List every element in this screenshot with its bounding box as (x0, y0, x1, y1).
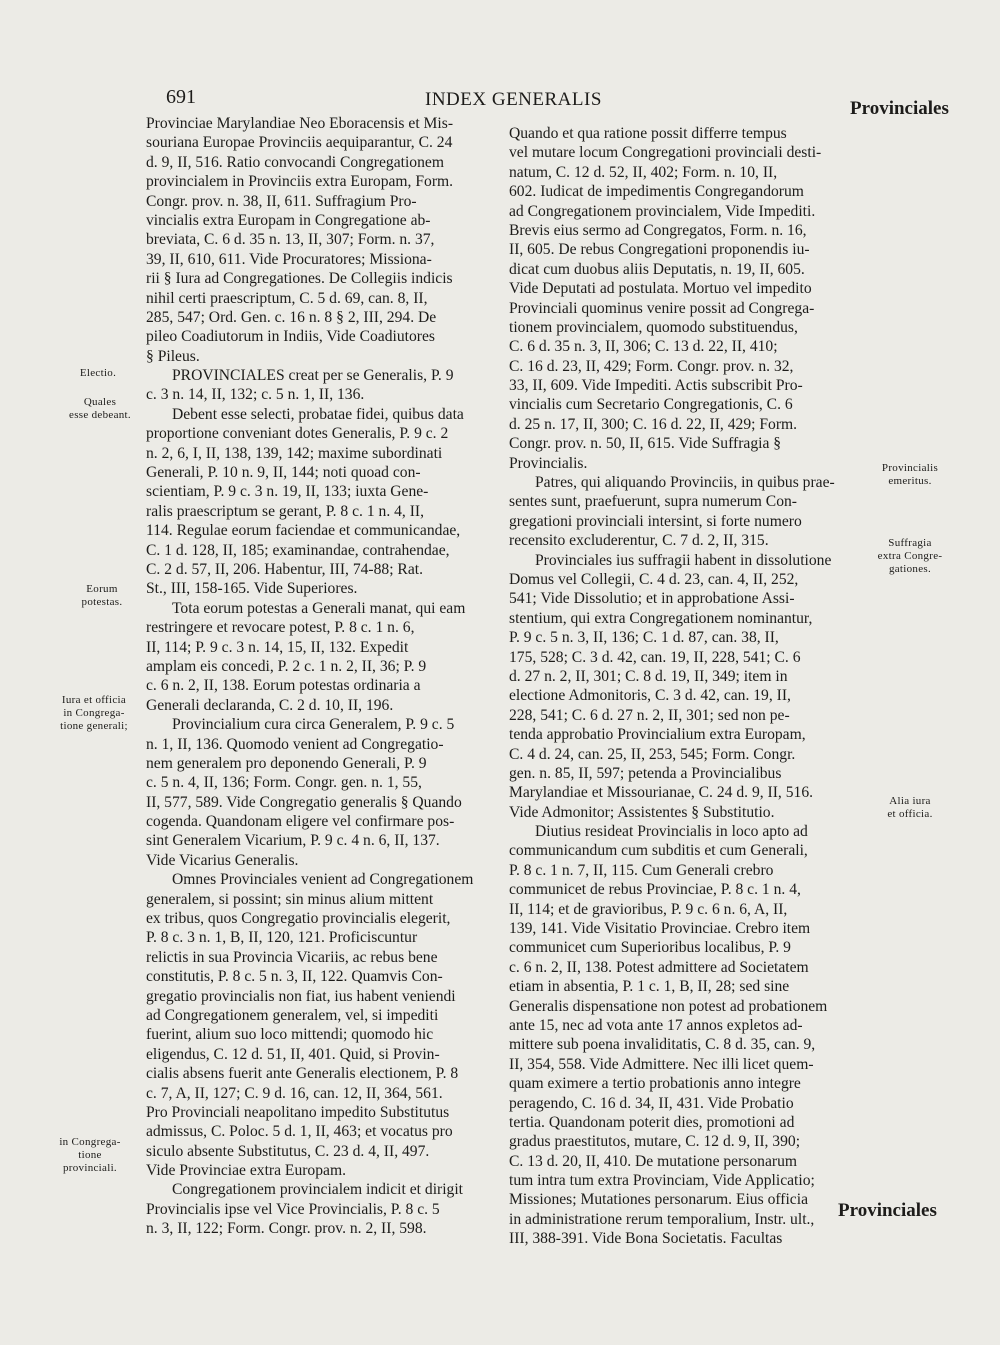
text-line: c. 3 n. 14, II, 132; c. 5 n. 1, II, 136. (146, 386, 365, 404)
text-line: 228, 541; C. 6 d. 27 n. 2, II, 301; sed non pe- (509, 706, 790, 724)
text-line: II, 577, 589. Vide Congregatio generalis § Quando (146, 793, 462, 811)
margin-note-line: tione (78, 1149, 102, 1161)
text-line: rii § Iura ad Congregationes. De Collegiis indicis (146, 270, 453, 288)
text-line: electione Admonitoris, C. 3 d. 42, can. 19, II, (509, 687, 791, 705)
text-line: C. 2 d. 57, II, 206. Habentur, III, 74-88; Rat. (146, 560, 423, 578)
text-line: Vide Provinciae extra Europam. (146, 1162, 346, 1180)
margin-note-line: Iura et officia (61, 694, 127, 706)
text-line: fuerint, alium suo loco mittendi; quomodo hic (146, 1026, 434, 1044)
text-line: Domus vel Collegii, C. 4 d. 23, can. 4, II, 252, (509, 570, 799, 588)
text-line: c. 7, A, II, 127; C. 9 d. 16, can. 12, II, 364, 561. (146, 1084, 443, 1102)
text-line: Congr. prov. n. 50, II, 615. Vide Suffragia § (509, 435, 782, 453)
text-line: vincialis cum Secretario Congregationis, C. 6 (509, 396, 793, 414)
text-line: recensito excluderentur, C. 7 d. 2, II, 315. (509, 532, 769, 550)
text-line: 285, 547; Ord. Gen. c. 16 n. 8 § 2, III, 294. De (146, 308, 437, 326)
text-line: nem generalem pro deponendo Generali, P. 9 (146, 754, 427, 772)
text-line: gradus praestitutos, mutare, C. 12 d. 9, II, 390; (509, 1133, 801, 1151)
text-line: 175, 528; C. 3 d. 42, can. 19, II, 228, 541; C. 6 (509, 648, 801, 666)
text-line: Vide Vicarius Generalis. (146, 851, 299, 869)
text-line: ralis praescriptum se gerant, P. 8 c. 1 n. 4, II, (146, 502, 425, 520)
text-line: Provincialis ipse vel Vice Provincialis, P. 8 c. 5 (146, 1200, 440, 1218)
text-line: C. 13 d. 20, II, 410. De mutatione personarum (509, 1152, 797, 1170)
margin-note-line: gationes. (888, 563, 932, 575)
text-line: ex tribus, quos Congregatio provincialis elegerit, (146, 910, 451, 928)
text-line: II, 605. De rebus Congregationi proponendis iu- (509, 241, 810, 259)
text-line: 39, II, 610, 611. Vide Procuratores; Missiona- (146, 250, 432, 268)
margin-note-line: Eorum (86, 583, 118, 595)
text-line: mittere sub poena invaliditatis, C. 8 d. 35, can. 9, (509, 1036, 816, 1054)
text-line: cogenda. Quandonam eligere vel confirmare pos- (146, 813, 455, 831)
text-line: Pro Provinciali neapolitano impedito Substitutus (146, 1103, 450, 1121)
page-number: 691 (166, 86, 196, 108)
text-line: generalem, si possint; sin minus alium mittent (146, 890, 434, 908)
margin-note-line: Provincialis (881, 462, 939, 474)
margin-note-line: provinciali. (62, 1162, 117, 1174)
margin-note-line: Suffragia (888, 537, 932, 549)
text-line: d. 25 n. 17, II, 300; C. 16 d. 22, II, 429; Form. (509, 415, 798, 433)
text-line: C. 16 d. 23, II, 429; Form. Congr. prov. n. 32, (509, 357, 794, 375)
margin-note-emeritus (860, 462, 960, 488)
text-line: souriana Europae Provinciis aequiparantur, C. 24 (146, 134, 453, 152)
margin-note-line: in Congrega- (63, 707, 125, 719)
text-line: nihil certi praescriptum, C. 5 d. 69, can. 8, II, (146, 289, 428, 307)
margin-note-suffragia (860, 537, 960, 576)
text-line: Quando et qua ratione possit differre tempus (509, 125, 787, 142)
text-line: Tota eorum potestas a Generali manat, qui eam (172, 599, 466, 617)
text-line: restringere et revocare potest, P. 8 c. 1 n. 6, (146, 619, 415, 637)
margin-note-line: esse debeant. (69, 409, 131, 421)
text-line: Vide Admonitor; Assistentes § Substitutio. (509, 803, 775, 821)
text-line: vincialis extra Europam in Congregatione ab- (146, 211, 431, 229)
margin-note-alia (860, 795, 960, 821)
margin-note-line: et officia. (887, 808, 933, 820)
margin-note-iura (44, 694, 144, 733)
text-line: Generali declaranda, C. 2 d. 10, II, 196. (146, 696, 394, 714)
text-line: d. 9, II, 516. Ratio convocandi Congregationem (146, 153, 444, 171)
text-line: c. 5 n. 4, II, 136; Form. Congr. gen. n. 1, 55, (146, 774, 422, 792)
text-line: tum intra tum extra Provinciam, Vide Applicatio; (509, 1172, 815, 1190)
text-line: quam eximere a tertio probationis anno integre (509, 1075, 801, 1093)
text-line: natum, C. 12 d. 52, II, 402; Form. n. 10, II, (509, 163, 778, 181)
margin-note-in-congregatione (40, 1136, 140, 1175)
text-line: breviata, C. 6 d. 35 n. 13, II, 307; Form. n. 37, (146, 231, 435, 249)
text-line: Debent esse selecti, probatae fidei, quibus data (172, 405, 464, 423)
text-line: Provincialis. (509, 454, 588, 472)
text-line: P. 9 c. 5 n. 3, II, 136; C. 1 d. 87, can. 38, II, (509, 629, 779, 647)
text-line: 139, 141. Vide Visitatio Provinciae. Crebro item (509, 920, 811, 938)
text-line: 602. Iudicat de impedimentis Congregandorum (509, 183, 804, 201)
text-line: § Pileus. (146, 347, 200, 365)
text-line: Diutius resideat Provincialis in loco apto ad (535, 823, 808, 841)
text-line: constitutis, P. 8 c. 5 n. 3, II, 122. Quamvis Con- (146, 968, 443, 986)
text-line: P. 8 c. 1 n. 7, II, 115. Cum Generali crebro (509, 861, 774, 879)
text-line: Generali, P. 10 n. 9, II, 144; noti quoad con- (146, 464, 421, 482)
text-line: proportione conveniant dotes Generalis, P. 9 c. 2 (146, 425, 449, 443)
text-line: dicat cum duobus aliis Deputatis, n. 19, II, 605. (509, 260, 805, 278)
text-line: Brevis eius sermo ad Congregatos, Form. n. 16, (509, 221, 807, 239)
text-line: Provinciae Marylandiae Neo Eboracensis et Mis- (146, 115, 454, 132)
text-line: n. 1, II, 136. Quomodo venient ad Congregatio- (146, 735, 444, 753)
text-line: n. 3, II, 122; Form. Congr. prov. n. 2, II, 598. (146, 1220, 427, 1238)
text-line: C. 1 d. 128, II, 185; examinandae, contrahendae, (146, 541, 450, 559)
text-line: vel mutare locum Congregationi provinciali desti- (509, 144, 822, 162)
text-line: Missiones; Mutationes personarum. Eius officia (509, 1191, 808, 1209)
text-line: admissus, C. Poloc. 5 d. 1, II, 463; et vocatus pro (146, 1123, 453, 1141)
text-line: tionem provincialem, quomodo substituendus, (509, 318, 798, 336)
text-line: ante 15, nec ad vota ante 17 annos expletos ad- (509, 1016, 803, 1034)
text-line: Vide Deputati ad postulata. Mortuo vel impedito (509, 280, 812, 298)
text-line: tertia. Quandonam poterit dies, promotioni ad (509, 1113, 795, 1131)
text-line: 114. Regulae eorum faciendae et communicandae, (146, 522, 461, 540)
text-line: siculo absente Substitutus, C. 23 d. 4, II, 497. (146, 1142, 430, 1160)
text-line: in administratione rerum temporalium, Instr. ult., (509, 1210, 815, 1228)
text-line: II, 114; P. 9 c. 3 n. 14, 15, II, 132. Expedit (146, 638, 409, 656)
text-line: 541; Vide Dissolutio; et in approbatione Assi- (509, 590, 795, 608)
text-line: Provinciales ius suffragii habent in dissolutione (535, 551, 832, 569)
text-line: tenda approbatio Provincialium extra Europam, (509, 726, 806, 744)
text-line: PROVINCIALES creat per se Generalis, P. 9 (172, 367, 454, 385)
text-line: peragendo, C. 16 d. 34, II, 431. Vide Probatio (509, 1094, 794, 1112)
text-line: d. 27 n. 2, II, 301; C. 8 d. 19, II, 349; item in (509, 667, 788, 685)
text-line: c. 6 n. 2, II, 138. Potest admittere ad Societatem (509, 958, 809, 976)
text-line: gregatio provincialis non fiat, ius habent veniendi (146, 987, 456, 1005)
text-line: C. 4 d. 24, can. 25, II, 253, 545; Form. Congr. (509, 745, 796, 763)
text-line: Congregationem provincialem indicit et dirigit (172, 1181, 464, 1199)
margin-note-line: potestas. (81, 596, 123, 608)
text-line: III, 388-391. Vide Bona Societatis. Facultas (509, 1230, 783, 1248)
text-line: Patres, qui aliquando Provinciis, in quibus prae- (535, 474, 835, 492)
margin-note-electio (68, 367, 128, 380)
text-line: 33, II, 609. Vide Impediti. Actis subscribit Pro- (509, 377, 803, 395)
text-line: etiam in absentia, P. 1 c. 1, B, II, 28; sed sine (509, 978, 790, 996)
margin-note-quales (62, 396, 138, 422)
guide-word-top: Provinciales (850, 98, 949, 119)
text-line: Congr. prov. n. 38, II, 611. Suffragium Pro- (146, 192, 417, 210)
text-line: sint Generalem Vicarium, P. 9 c. 4 n. 6, II, 137. (146, 832, 440, 850)
text-line: Marylandiae et Missourianae, C. 24 d. 9, II, 516. (509, 784, 814, 802)
text-line: II, 114; et de gravioribus, P. 9 c. 6 n. 6, A, II, (509, 900, 788, 918)
text-line: c. 6 n. 2, II, 138. Eorum potestas ordinaria a (146, 677, 421, 695)
text-line: pileo Coadiutorum in Indiis, Vide Coadiutores (146, 328, 435, 346)
text-line: Generalis dispensatione non potest ad probationem (509, 997, 828, 1015)
text-line: St., III, 158-165. Vide Superiores. (146, 580, 358, 598)
text-line: communicet cum Superioribus localibus, P. 9 (509, 939, 791, 957)
text-line: communicet de rebus Provinciae, P. 8 c. 1 n. 4, (509, 881, 801, 899)
margin-note-line: Electio. (79, 367, 117, 379)
margin-note-line: Quales (83, 396, 117, 408)
text-line: sentes sunt, praefuerunt, supra numerum Con- (509, 493, 797, 511)
text-line: Omnes Provinciales venient ad Congregationem (172, 871, 474, 889)
text-line: provincialem in Provinciis extra Europam, Form. (146, 173, 454, 191)
margin-note-line: emeritus. (888, 475, 932, 487)
text-line: II, 354, 558. Vide Admittere. Nec illi licet quem- (509, 1055, 814, 1073)
text-line: C. 6 d. 35 n. 3, II, 306; C. 13 d. 22, II, 410; (509, 338, 778, 356)
running-head: INDEX GENERALIS (425, 89, 602, 110)
text-line: communicandum cum subditis et cum Generali, (509, 842, 808, 860)
margin-note-line: in Congrega- (59, 1136, 121, 1148)
margin-note-line: Alia iura (889, 795, 931, 807)
text-line: eligendus, C. 12 d. 51, II, 401. Quid, si Provin- (146, 1045, 440, 1063)
right-column (509, 124, 848, 1249)
text-line: gregationi provinciali intersint, si forte numero (509, 512, 802, 530)
text-line: n. 2, 6, I, II, 138, 139, 142; maxime subordinati (146, 444, 443, 462)
text-line: gen. n. 85, II, 597; petenda a Provincialibus (509, 764, 782, 782)
text-line: relictis in sua Provincia Vicariis, ac rebus bene (146, 948, 438, 966)
guide-word-bottom: Provinciales (838, 1200, 937, 1221)
text-line: cialis absens fuerit ante Generalis electionem, P. 8 (146, 1065, 459, 1083)
text-line: amplam eis concedi, P. 2 c. 1 n. 2, II, 36; P. 9 (146, 657, 427, 675)
margin-note-line: extra Congre- (877, 550, 943, 562)
left-column (146, 114, 492, 1239)
text-line: ad Congregationem generalem, vel, si impediti (146, 1006, 439, 1024)
text-line: P. 8 c. 3 n. 1, B, II, 120, 121. Proficiscuntur (146, 929, 418, 947)
margin-note-line: tione generali; (60, 720, 128, 732)
text-line: ad Congregationem provincialem, Vide Impediti. (509, 202, 816, 220)
margin-note-eorum (66, 583, 138, 609)
text-line: scientiam, P. 9 c. 3 n. 19, II, 133; iuxta Gene- (146, 483, 429, 501)
text-line: stentium, qui extra Congregationem nominantur, (509, 609, 813, 627)
text-line: Provincialium cura circa Generalem, P. 9 c. 5 (172, 716, 455, 734)
text-line: Provinciali quominus venire possit ad Congrega- (509, 299, 815, 317)
